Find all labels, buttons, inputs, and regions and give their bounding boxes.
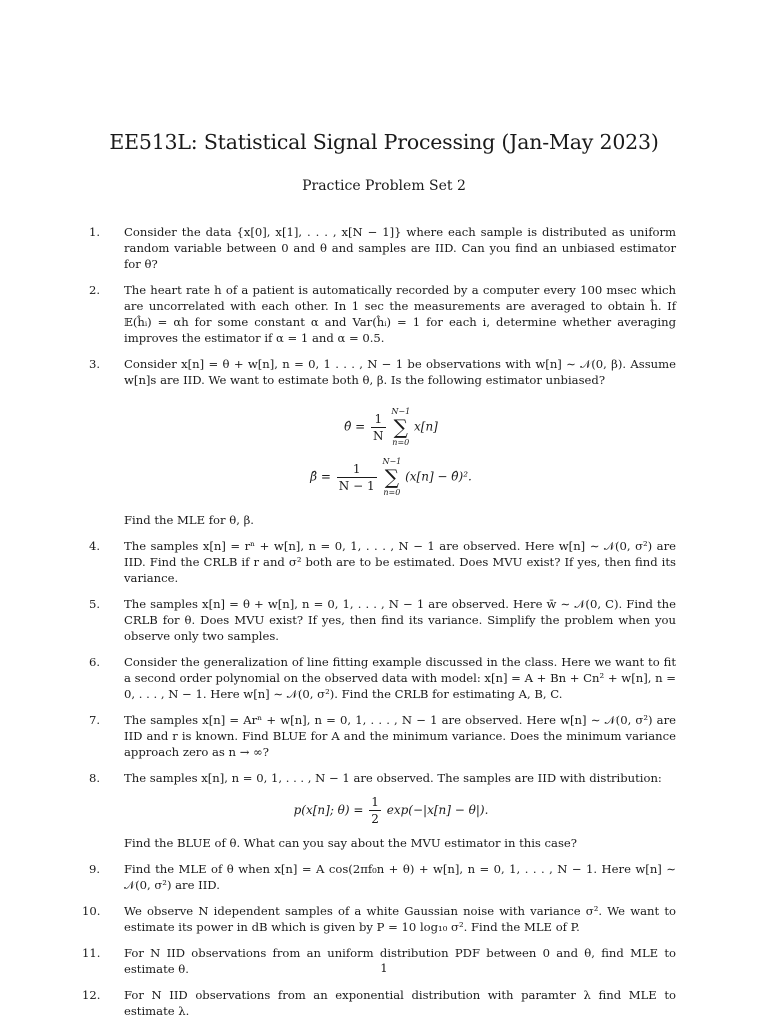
summation: [382, 456, 401, 498]
equation-rhs: (x[n] − θ̂)².: [405, 469, 472, 484]
problem-text: We observe N idependent samples of a white Gaussian noise with variance σ². We want to estimate its power in dB which is given by P = 10 log₁₀ σ². Find the MLE of P.: [124, 904, 676, 934]
problem-4: [88, 538, 676, 586]
problem-text: For N IID observations from an exponential distribution with paramter λ find MLE to estimate λ.: [124, 988, 676, 1018]
problem-number: 3.: [88, 357, 100, 371]
problem-number: 1.: [88, 225, 100, 239]
problem-number: 7.: [88, 713, 100, 727]
fraction: [371, 411, 386, 444]
problem-text: Consider the generalization of line fitting example discussed in the class. Here we want to fit a second order polynomial on the observed data with model: x[n] = A + Bn + Cn² + w[n], n = 0, . . . , N − 1. Here w[n] ∼ 𝒩(0, σ²). Find the CRLB for estimating A, B, C.: [124, 655, 676, 701]
problem-continuation: Find the BLUE of θ. What can you say about the MVU estimator in this case?: [124, 836, 577, 850]
problem-12: [82, 987, 676, 1019]
problem-number: 5.: [88, 597, 100, 611]
problem-3: [88, 356, 676, 528]
problem-number: 4.: [88, 539, 100, 553]
summation-lower: n=0: [383, 488, 401, 497]
problem-continuation: Find the MLE for θ, β.: [124, 513, 254, 527]
problem-text: The samples x[n] = rⁿ + w[n], n = 0, 1, . . . , N − 1 are observed. Here w[n] ∼ 𝒩(0, σ²) are IID. Find the CRLB if r and σ² both are to be estimated. Does MVU exist? If yes, then find its variance.: [124, 539, 676, 585]
fraction-numerator: 1: [337, 461, 377, 478]
problem-number: 12.: [82, 988, 101, 1002]
problem-text: For N IID observations from an uniform distribution PDF between 0 and θ, find MLE to estimate θ.: [124, 946, 676, 976]
summation-upper: N−1: [382, 457, 402, 466]
problem-5: [88, 596, 676, 644]
summation: [391, 406, 410, 448]
problem-7: [88, 712, 676, 760]
problem-text: The heart rate h of a patient is automatically recorded by a computer every 100 msec which are uncorrelated with each other. In 1 sec the measurements are averaged to obtain ĥ. If 𝔼(ĥᵢ) = αh for some constant α and Var(ĥᵢ) = 1 for each i, determine whether averaging improves the estimator if α = 1 and α = 0.5.: [124, 283, 676, 345]
problem-text: The samples x[n] = Arⁿ + w[n], n = 0, 1, . . . , N − 1 are observed. Here w[n] ∼ 𝒩(0, σ²) are IID and r is known. Find BLUE for A and the minimum variance. Does the minimum variance approach zero as n → ∞?: [124, 713, 676, 759]
problem-text: The samples x[n], n = 0, 1, . . . , N − 1 are observed. The samples are IID with distribution:: [124, 771, 662, 785]
equation-pdf: [106, 794, 676, 827]
fraction-denominator: N − 1: [338, 478, 375, 493]
equation-lhs: p(x[n]; θ) =: [293, 803, 364, 817]
problem-text: Consider the data {x[0], x[1], . . . , x[N − 1]} where each sample is distributed as uniform random variable between 0 and θ and samples are IID. Can you find an unbiased estimator for θ?: [124, 225, 676, 271]
equation-theta-hat: [106, 406, 676, 448]
equation-rhs: x[n]: [414, 419, 438, 434]
equation-lhs: β̂ =: [310, 469, 331, 484]
document-title: EE513L: Statistical Signal Processing (Jan-May 2023): [109, 130, 659, 154]
problem-text: The samples x[n] = θ + w[n], n = 0, 1, . . . , N − 1 are observed. Here w̄ ∼ 𝒩(0, C). Find the CRLB for θ. Does MVU exist? If yes, then find its variance. Simplify the problem when you observe only two samples.: [124, 597, 676, 643]
problem-10: [82, 903, 676, 935]
document-subtitle: Practice Problem Set 2: [302, 178, 466, 194]
fraction: [369, 794, 381, 827]
problem-list: [82, 224, 676, 1029]
equation-rhs: exp(−|x[n] − θ|).: [386, 803, 489, 817]
problem-number: 6.: [88, 655, 100, 669]
page-number: 1: [380, 961, 388, 975]
problem-1: [88, 224, 676, 272]
summation-lower: n=0: [392, 438, 410, 447]
fraction-numerator: 1: [371, 411, 386, 428]
problem-number: 9.: [88, 862, 100, 876]
problem-text: Find the MLE of θ when x[n] = A cos(2πf₀n + θ) + w[n], n = 0, 1, . . . , N − 1. Here w[n] ∼ 𝒩(0, σ²) are IID.: [124, 862, 676, 892]
fraction-numerator: 1: [371, 795, 379, 809]
problem-number: 11.: [82, 946, 101, 960]
sigma-symbol: ∑: [393, 415, 408, 439]
summation-upper: N−1: [391, 407, 411, 416]
fraction-denominator: 2: [371, 812, 379, 826]
equation-lhs: θ̂ =: [344, 419, 366, 434]
sigma-symbol: ∑: [384, 465, 399, 489]
problem-number: 10.: [82, 904, 101, 918]
problem-6: [88, 654, 676, 702]
problem-text: Consider x[n] = θ + w[n], n = 0, 1 . . . , N − 1 be observations with w[n] ∼ 𝒩(0, β). Assume w[n]s are IID. We want to estimate both θ, β. Is the following estimator unbiased?: [124, 357, 676, 387]
problem-number: 2.: [88, 283, 100, 297]
problem-number: 8.: [88, 771, 100, 785]
equation-beta-hat: [106, 456, 676, 498]
fraction-denominator: N: [373, 428, 384, 443]
problem-9: [88, 861, 676, 893]
problem-2: [88, 282, 676, 346]
problem-8: [88, 770, 676, 851]
fraction: [337, 461, 377, 494]
